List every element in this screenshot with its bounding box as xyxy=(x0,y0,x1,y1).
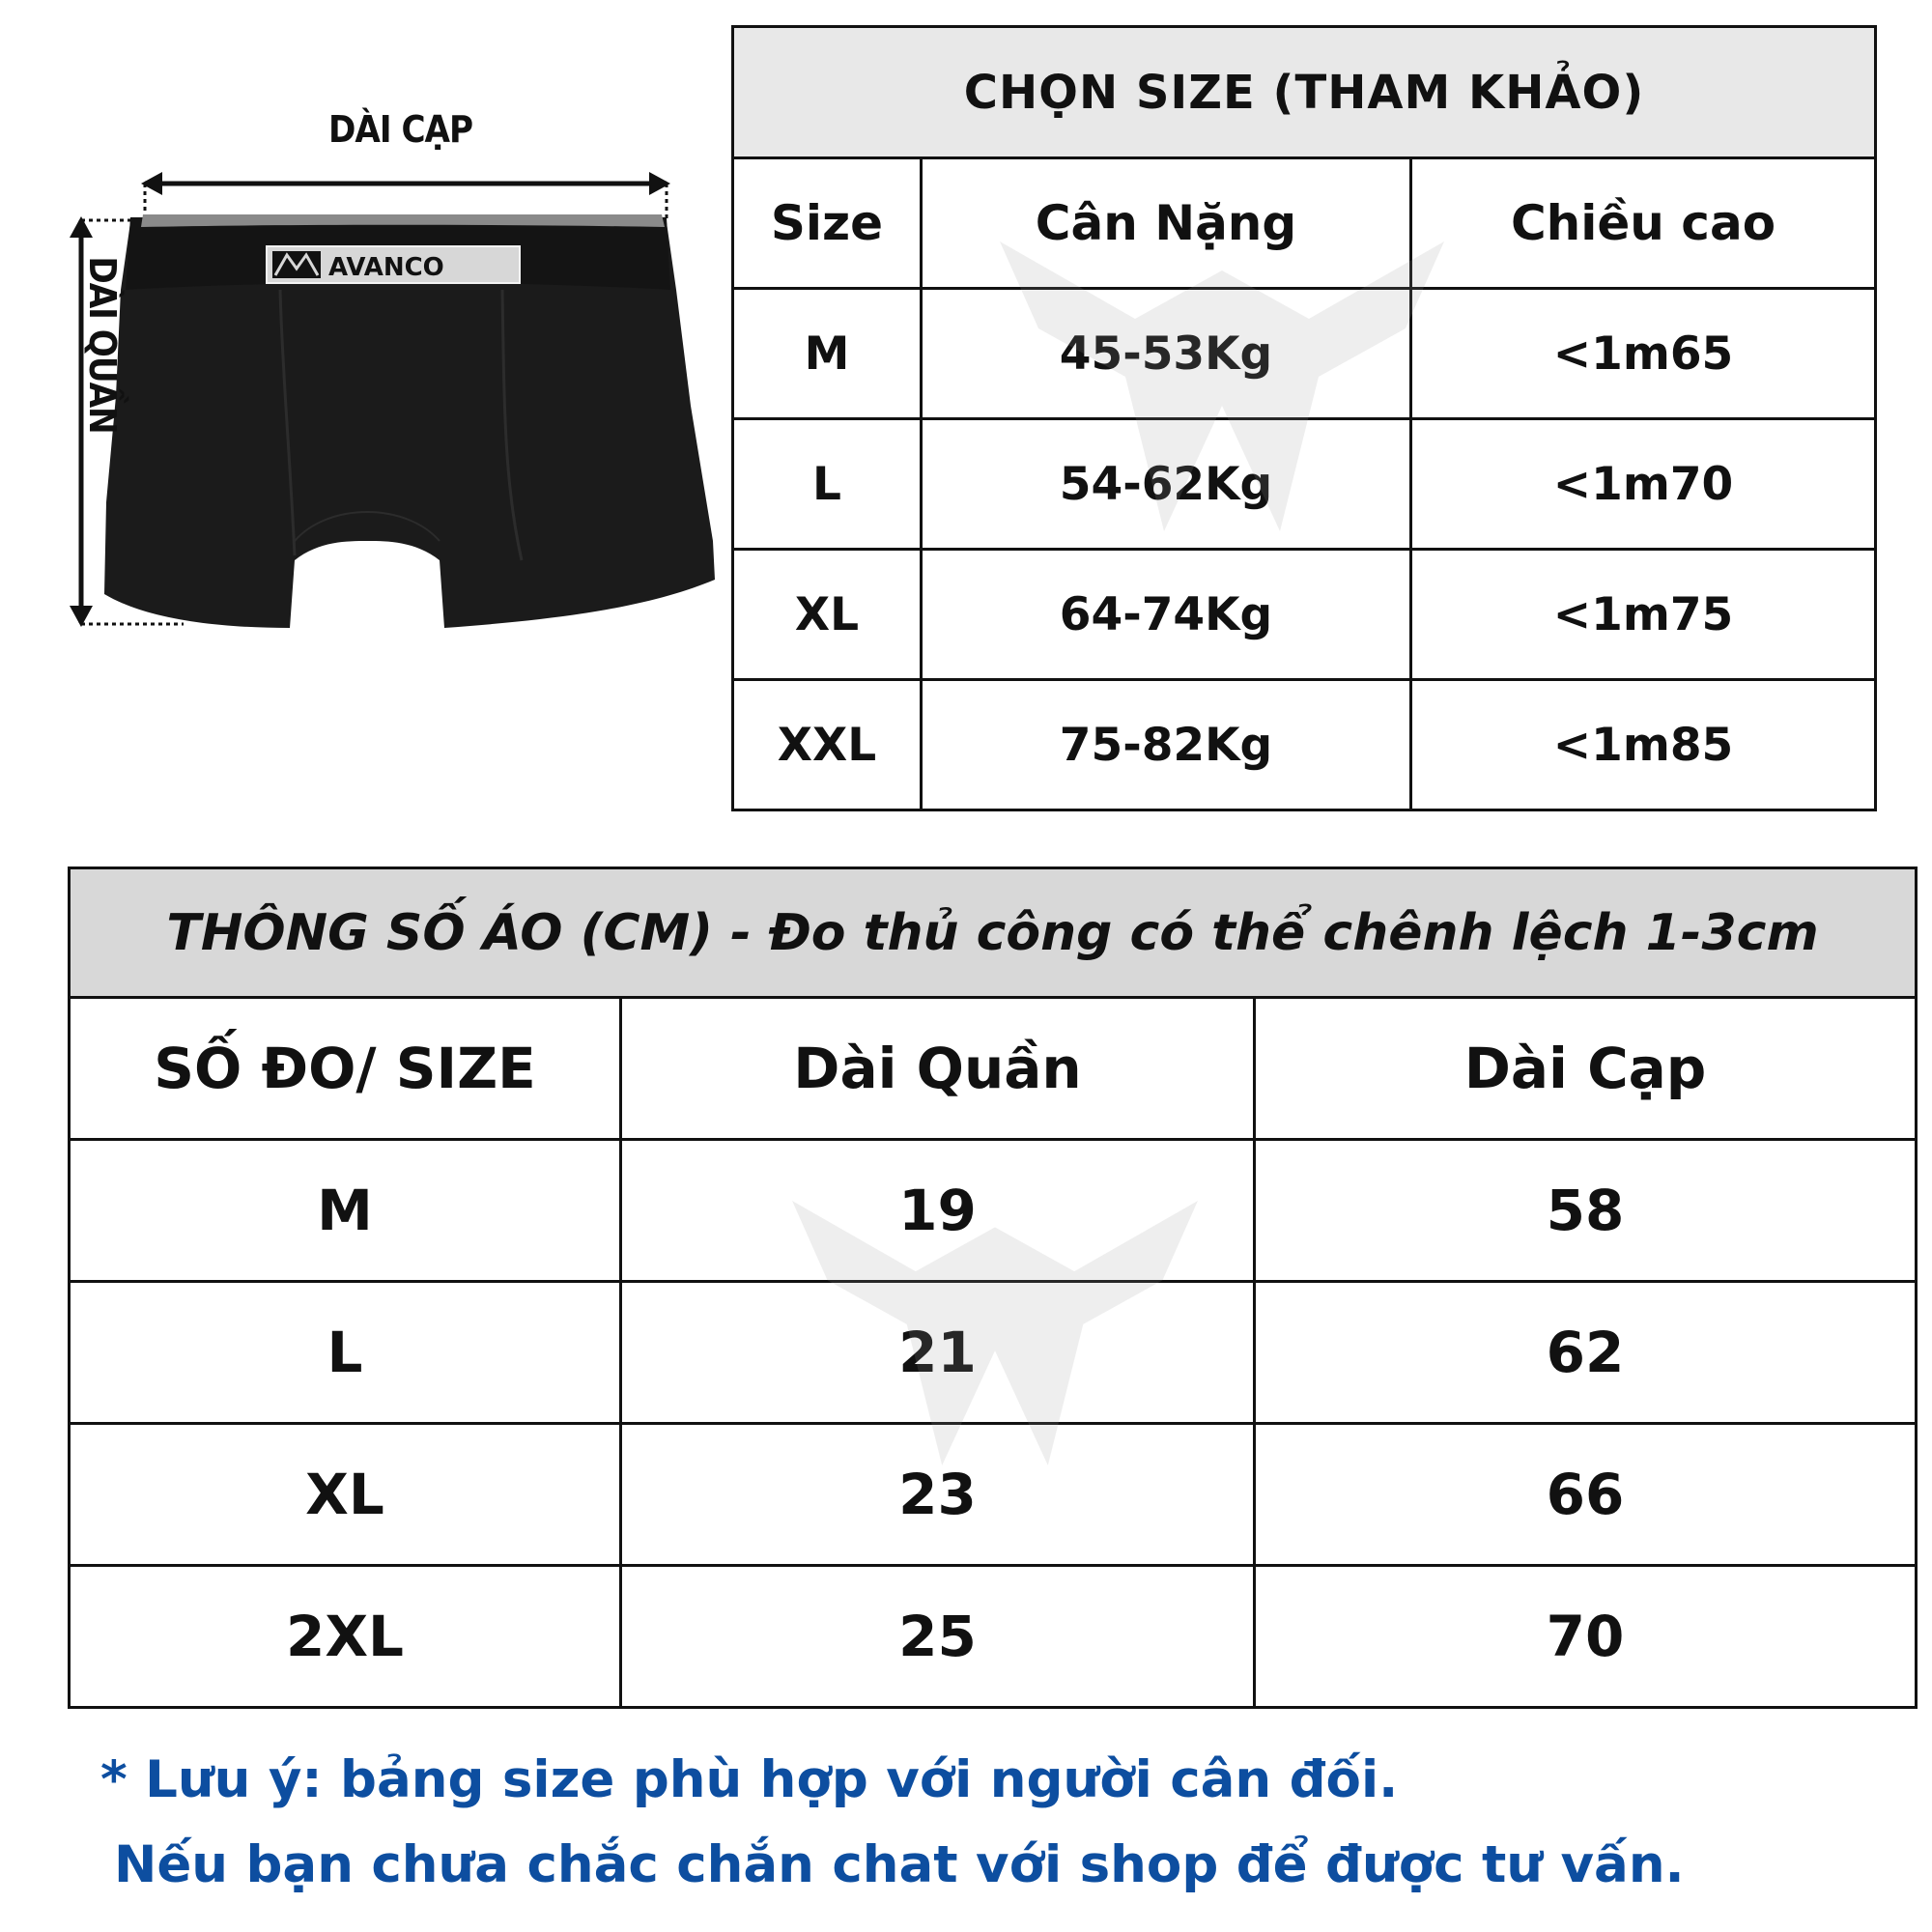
table-row xyxy=(70,1140,1917,1282)
size-chart-table xyxy=(731,25,1877,811)
brand-logo-text: AVANCO xyxy=(328,253,444,282)
size-cell: M xyxy=(70,1140,621,1282)
spec-table-header-row xyxy=(70,998,1917,1140)
table-row xyxy=(70,1566,1917,1708)
height-cell: <1m75 xyxy=(1411,550,1876,680)
waist-length-cell: 58 xyxy=(1255,1140,1917,1282)
size-cell: XXL xyxy=(733,680,922,810)
pant-length-cell: 25 xyxy=(621,1566,1255,1708)
table-row xyxy=(70,1424,1917,1566)
size-cell: XL xyxy=(70,1424,621,1566)
weight-cell: 54-62Kg xyxy=(922,419,1411,550)
column-header-size: Size xyxy=(733,158,922,289)
height-cell: <1m70 xyxy=(1411,419,1876,550)
size-cell: M xyxy=(733,289,922,419)
size-cell: XL xyxy=(733,550,922,680)
table-row xyxy=(733,680,1876,810)
weight-cell: 75-82Kg xyxy=(922,680,1411,810)
column-header-measure-size: SỐ ĐO/ SIZE xyxy=(70,998,621,1140)
spec-table-title: THÔNG SỐ ÁO (CM) - Đo thủ công có thể chênh lệch 1-3cm xyxy=(70,868,1917,998)
size-chart-header-row xyxy=(733,158,1876,289)
column-header-pant-length: Dài Quần xyxy=(621,998,1255,1140)
pant-length-cell: 23 xyxy=(621,1424,1255,1566)
weight-cell: 45-53Kg xyxy=(922,289,1411,419)
waist-length-cell: 62 xyxy=(1255,1282,1917,1424)
size-cell: L xyxy=(70,1282,621,1424)
table-row xyxy=(733,289,1876,419)
table-row xyxy=(70,1282,1917,1424)
product-illustration xyxy=(0,0,734,773)
column-header-weight: Cân Nặng xyxy=(922,158,1411,289)
size-cell: L xyxy=(733,419,922,550)
table-row xyxy=(733,550,1876,680)
weight-cell: 64-74Kg xyxy=(922,550,1411,680)
column-header-waist-length: Dài Cạp xyxy=(1255,998,1917,1140)
waist-length-label: DÀI CẠP xyxy=(328,108,473,151)
table-row xyxy=(733,419,1876,550)
size-cell: 2XL xyxy=(70,1566,621,1708)
measurement-spec-table xyxy=(68,867,1918,1709)
waist-length-cell: 66 xyxy=(1255,1424,1917,1566)
pant-length-cell: 21 xyxy=(621,1282,1255,1424)
waist-length-cell: 70 xyxy=(1255,1566,1917,1708)
height-cell: <1m65 xyxy=(1411,289,1876,419)
column-header-height: Chiều cao xyxy=(1411,158,1876,289)
fit-note: * Lưu ý: bảng size phù hợp với người cân đối. xyxy=(100,1750,1399,1809)
pant-length-cell: 19 xyxy=(621,1140,1255,1282)
pant-length-label: DÀI QUẦN xyxy=(81,256,124,434)
contact-shop-note: Nếu bạn chưa chắc chắn chat với shop để được tư vấn. xyxy=(114,1835,1685,1894)
size-chart-title: CHỌN SIZE (THAM KHẢO) xyxy=(733,27,1876,158)
height-cell: <1m85 xyxy=(1411,680,1876,810)
